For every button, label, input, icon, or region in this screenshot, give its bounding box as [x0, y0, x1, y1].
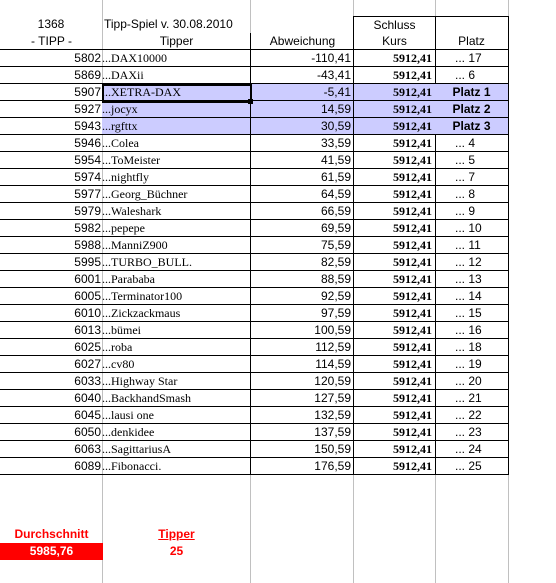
average-value[interactable]: 5985,76 — [0, 543, 103, 560]
cell-id[interactable]: 5988 — [0, 237, 103, 254]
cell-id[interactable]: 5979 — [0, 203, 103, 220]
cell-tipper[interactable]: ...Georg_Büchner — [102, 186, 251, 203]
cell-kurs[interactable]: 5912,41 — [353, 407, 436, 424]
cell-kurs[interactable]: 5912,41 — [353, 84, 436, 101]
cell-tipper[interactable]: ...cv80 — [102, 356, 251, 373]
cell-abweichung[interactable]: 66,59 — [250, 203, 354, 220]
cell-abweichung[interactable]: -110,41 — [250, 50, 354, 67]
cell-tipper[interactable]: ...rgfttx — [102, 118, 251, 135]
cell-kurs[interactable]: 5912,41 — [353, 356, 436, 373]
cell-tipper[interactable]: ...bümei — [102, 322, 251, 339]
cell-id[interactable]: 6005 — [0, 288, 103, 305]
cell-id[interactable]: 5995 — [0, 254, 103, 271]
cell-tipper[interactable]: ...DAX10000 — [102, 50, 251, 67]
cell-platz[interactable]: ... 9 — [435, 203, 509, 220]
cell-tipper[interactable]: ...Highway Star — [102, 373, 251, 390]
cell-platz[interactable]: ... 5 — [435, 152, 509, 169]
cell-abweichung[interactable]: 176,59 — [250, 458, 354, 475]
cell-abweichung[interactable]: 88,59 — [250, 271, 354, 288]
cell-platz[interactable]: ... 21 — [435, 390, 509, 407]
cell-kurs[interactable]: 5912,41 — [353, 203, 436, 220]
cell-platz[interactable]: ... 20 — [435, 373, 509, 390]
header-tipp[interactable]: - TIPP - — [0, 33, 103, 50]
cell-tipper[interactable]: ...nightfly — [102, 169, 251, 186]
cell-id[interactable]: 6063 — [0, 441, 103, 458]
cell-platz[interactable]: ... 16 — [435, 322, 509, 339]
cell-abweichung[interactable]: 150,59 — [250, 441, 354, 458]
cell-tipper[interactable]: ...ManniZ900 — [102, 237, 251, 254]
cell-tipper[interactable]: ...BackhandSmash — [102, 390, 251, 407]
cell-platz[interactable]: ... 13 — [435, 271, 509, 288]
cell-tipper[interactable]: ...Waleshark — [102, 203, 251, 220]
cell-id[interactable]: 6033 — [0, 373, 103, 390]
cell-abweichung[interactable]: 92,59 — [250, 288, 354, 305]
cell-abweichung[interactable]: 97,59 — [250, 305, 354, 322]
cell-tipper[interactable]: ...XETRA-DAX — [102, 84, 251, 101]
cell-id[interactable]: 6027 — [0, 356, 103, 373]
cell-kurs[interactable]: 5912,41 — [353, 135, 436, 152]
cell-abweichung[interactable]: 127,59 — [250, 390, 354, 407]
cell-abweichung[interactable]: 61,59 — [250, 169, 354, 186]
cell-kurs[interactable]: 5912,41 — [353, 441, 436, 458]
cell-platz[interactable]: ... 18 — [435, 339, 509, 356]
cell-kurs[interactable]: 5912,41 — [353, 152, 436, 169]
cell-abweichung[interactable]: 64,59 — [250, 186, 354, 203]
cell-platz[interactable]: ... 17 — [435, 50, 509, 67]
cell-tipper[interactable]: ...jocyx — [102, 101, 251, 118]
cell-tipper[interactable]: ...ToMeister — [102, 152, 251, 169]
cell-platz[interactable]: ... 4 — [435, 135, 509, 152]
cell-id[interactable]: 6050 — [0, 424, 103, 441]
cell-platz[interactable]: ... 12 — [435, 254, 509, 271]
cell-platz[interactable]: ... 24 — [435, 441, 509, 458]
cell-id[interactable]: 5907 — [0, 84, 103, 101]
cell-tipper[interactable]: ...lausi one — [102, 407, 251, 424]
cell-kurs[interactable]: 5912,41 — [353, 50, 436, 67]
cell-id[interactable]: 5869 — [0, 67, 103, 84]
cell-platz[interactable]: ... 23 — [435, 424, 509, 441]
cell-id[interactable]: 5974 — [0, 169, 103, 186]
cell-id[interactable]: 5802 — [0, 50, 103, 67]
cell-kurs[interactable]: 5912,41 — [353, 271, 436, 288]
cell-kurs[interactable]: 5912,41 — [353, 373, 436, 390]
cell-kurs[interactable]: 5912,41 — [353, 458, 436, 475]
cell-abweichung[interactable]: 132,59 — [250, 407, 354, 424]
cell-platz[interactable]: ... 7 — [435, 169, 509, 186]
tipper-count-value[interactable]: 25 — [169, 544, 184, 558]
header-empty[interactable] — [435, 16, 509, 33]
cell-id[interactable]: 5954 — [0, 152, 103, 169]
tipper-count-label-text: Tipper — [158, 527, 195, 541]
cell-tipper[interactable]: ...Fibonacci. — [102, 458, 251, 475]
cell-platz[interactable]: ... 10 — [435, 220, 509, 237]
cell-id[interactable]: 5946 — [0, 135, 103, 152]
cell-kurs[interactable]: 5912,41 — [353, 390, 436, 407]
cell-tipper[interactable]: ...roba — [102, 339, 251, 356]
cell-tipper[interactable]: ...denkidee — [102, 424, 251, 441]
cell-kurs[interactable]: 5912,41 — [353, 169, 436, 186]
header-tipper[interactable]: Tipper — [102, 33, 251, 50]
cell-id[interactable]: 5977 — [0, 186, 103, 203]
cell-tipper[interactable]: ...DAXii — [102, 67, 251, 84]
cell-id[interactable]: 6040 — [0, 390, 103, 407]
cell-kurs[interactable]: 5912,41 — [353, 237, 436, 254]
cell-abweichung[interactable]: -43,41 — [250, 67, 354, 84]
cell-id[interactable]: 6010 — [0, 305, 103, 322]
cell-platz[interactable]: ... 22 — [435, 407, 509, 424]
header-platz[interactable]: Platz — [435, 33, 509, 50]
cell-abweichung[interactable]: 112,59 — [250, 339, 354, 356]
cell-abweichung[interactable]: 137,59 — [250, 424, 354, 441]
header-schluss[interactable]: Schluss — [353, 16, 436, 33]
cell-tipper[interactable]: ...SagittariusA — [102, 441, 251, 458]
cell-abweichung[interactable]: 41,59 — [250, 152, 354, 169]
cell-abweichung[interactable]: -5,41 — [250, 84, 354, 101]
cell-tipper[interactable]: ...TURBO_BULL. — [102, 254, 251, 271]
cell-kurs[interactable]: 5912,41 — [353, 288, 436, 305]
cell-kurs[interactable]: 5912,41 — [353, 101, 436, 118]
fill-handle[interactable] — [248, 99, 253, 104]
cell-id[interactable]: 6089 — [0, 458, 103, 475]
cell-id[interactable]: 6001 — [0, 271, 103, 288]
cell-kurs[interactable]: 5912,41 — [353, 322, 436, 339]
cell-abweichung[interactable]: 114,59 — [250, 356, 354, 373]
cell-kurs[interactable]: 5912,41 — [353, 305, 436, 322]
tipper-count-label[interactable] — [102, 526, 251, 543]
cell-platz[interactable]: ... 19 — [435, 356, 509, 373]
cell-selection — [102, 84, 252, 103]
cell-kurs[interactable]: 5912,41 — [353, 254, 436, 271]
cell-kurs[interactable]: 5912,41 — [353, 118, 436, 135]
cell-tipper[interactable]: ...Colea — [102, 135, 251, 152]
cell-kurs[interactable]: 5912,41 — [353, 424, 436, 441]
cell-abweichung[interactable]: 120,59 — [250, 373, 354, 390]
cell-tipper[interactable]: ...Terminator100 — [102, 288, 251, 305]
header-kurs[interactable]: Kurs — [353, 33, 436, 50]
cell-id[interactable]: 6013 — [0, 322, 103, 339]
cell-platz[interactable]: Platz 1 — [435, 84, 509, 101]
cell-abweichung[interactable]: 14,59 — [250, 101, 354, 118]
cell-abweichung[interactable]: 75,59 — [250, 237, 354, 254]
cell-tipper[interactable]: ...pepepe — [102, 220, 251, 237]
average-label[interactable]: Durchschnitt — [14, 527, 89, 541]
cell-abweichung[interactable]: 30,59 — [250, 118, 354, 135]
cell-tipper[interactable]: ...Zickzackmaus — [102, 305, 251, 322]
cell-platz[interactable]: Platz 3 — [435, 118, 509, 135]
cell-id[interactable]: 6045 — [0, 407, 103, 424]
header-title[interactable]: Tipp-Spiel v. 30.08.2010 — [104, 17, 233, 31]
cell-abweichung[interactable]: 69,59 — [250, 220, 354, 237]
cell-platz[interactable]: ... 14 — [435, 288, 509, 305]
cell-abweichung[interactable]: 82,59 — [250, 254, 354, 271]
cell-platz[interactable]: ... 11 — [435, 237, 509, 254]
header-abweichung[interactable]: Abweichung — [250, 33, 354, 50]
cell-id[interactable]: 5943 — [0, 118, 103, 135]
cell-platz[interactable]: ... 15 — [435, 305, 509, 322]
cell-platz[interactable]: ... 25 — [435, 458, 509, 475]
cell-abweichung[interactable]: 100,59 — [250, 322, 354, 339]
cell-id[interactable]: 5927 — [0, 101, 103, 118]
cell-kurs[interactable]: 5912,41 — [353, 220, 436, 237]
cell-abweichung[interactable]: 33,59 — [250, 135, 354, 152]
cell-id[interactable]: 5982 — [0, 220, 103, 237]
cell-kurs[interactable]: 5912,41 — [353, 339, 436, 356]
cell-kurs[interactable]: 5912,41 — [353, 67, 436, 84]
cell-tipper[interactable]: ...Parababa — [102, 271, 251, 288]
cell-kurs[interactable]: 5912,41 — [353, 186, 436, 203]
header-id[interactable]: 1368 — [37, 17, 65, 31]
cell-platz[interactable]: ... 8 — [435, 186, 509, 203]
cell-platz[interactable]: Platz 2 — [435, 101, 509, 118]
cell-platz[interactable]: ... 6 — [435, 67, 509, 84]
cell-id[interactable]: 6025 — [0, 339, 103, 356]
